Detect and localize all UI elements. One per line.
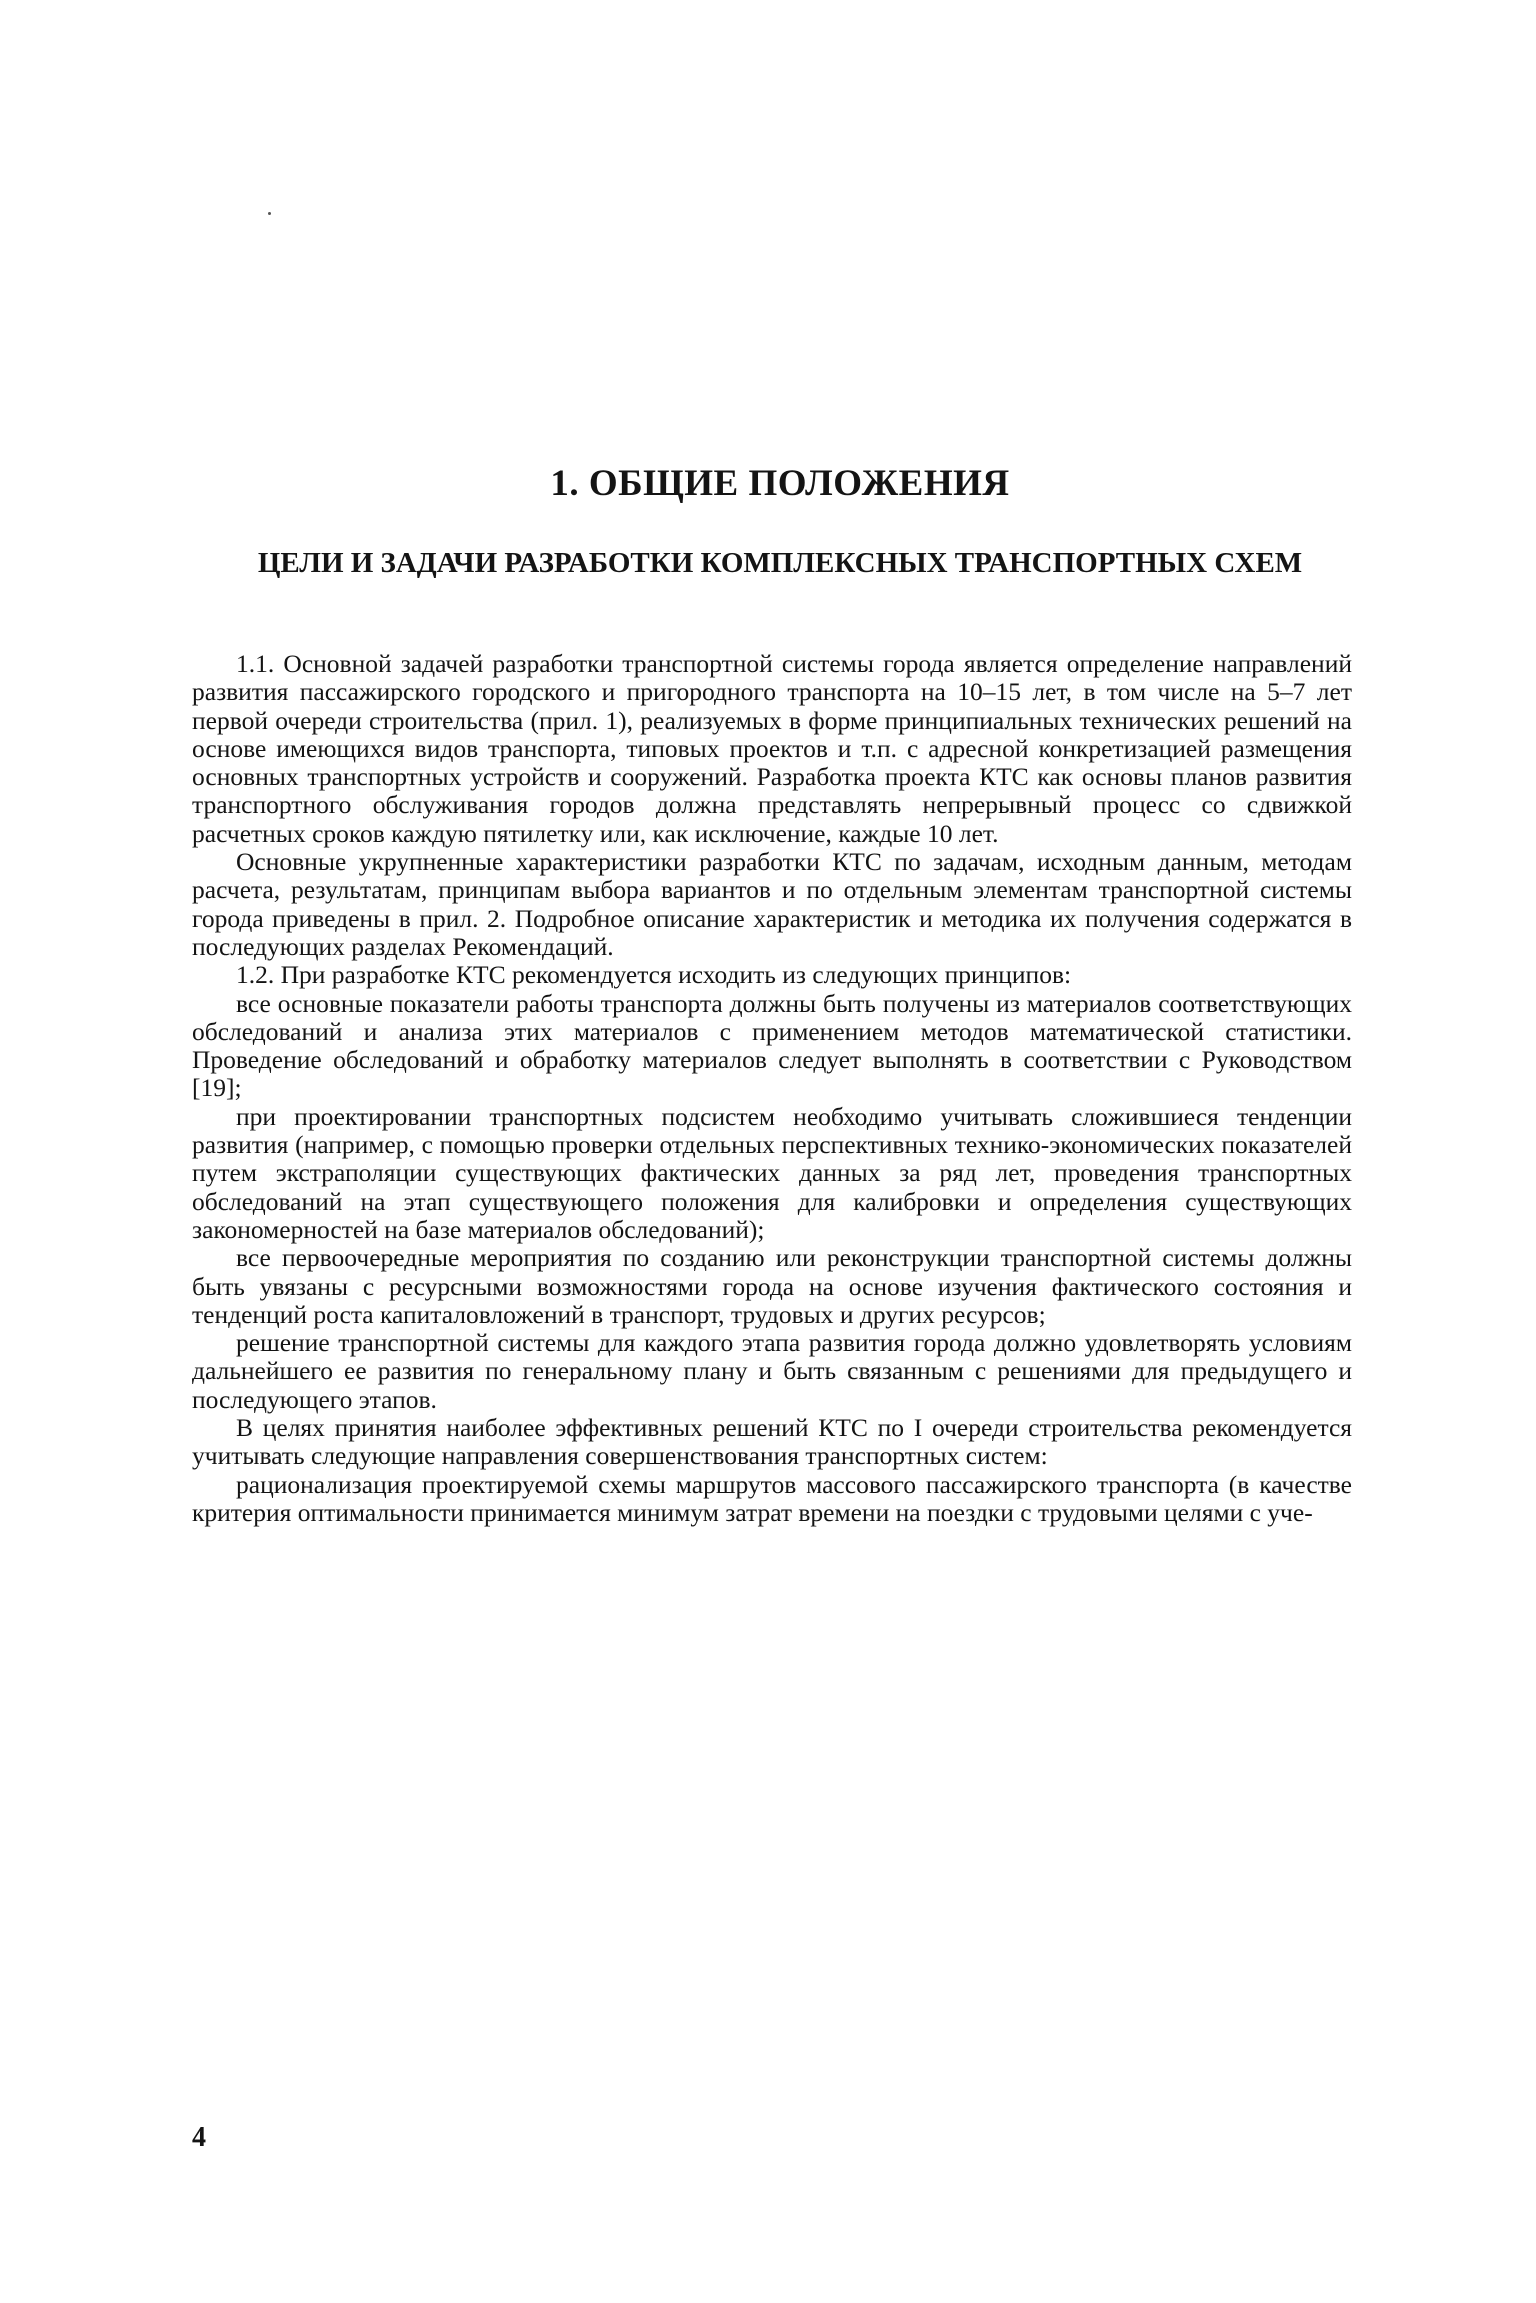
principle-item-4: решение транспортной системы для каждого этапа развития города должно удовлетворять условиям дальнейшего ее развития по генеральному плану и быть связанным с решениями для предыдущего и последующего этапов.	[192, 1328, 1352, 1414]
principle-item-2: при проектировании транспортных подсистем необходимо учитывать сложившиеся тенденции развития (например, с помощью проверки отдельных перспективных технико-экономических показателей путем экстраполяции существующих фактических данных за ряд лет, проведения транспортных обследований на этап существующего положения для калибровки и определения существующих закономерностей на базе материалов обследований);	[192, 1101, 1352, 1244]
section-title: ЦЕЛИ И ЗАДАЧИ РАЗРАБОТКИ КОМПЛЕКСНЫХ ТРАНСПОРТНЫХ СХЕМ	[257, 547, 1303, 579]
principle-item-1: все основные показатели работы транспорта должны быть получены из материалов соответствующих обследований и анализа этих материалов с применением методов математической статистики. Проведение обследований и обработку материалов следует выполнять в соответствии с Руководством [19];	[192, 988, 1352, 1103]
body-text	[192, 650, 1352, 1527]
direction-item-1: рационализация проектируемой схемы маршрутов массового пассажирского транспорта (в качестве критерия оптимальности принимается минимум затрат времени на поездки с трудовыми целями с уче-	[192, 1469, 1352, 1527]
paragraph-kts-characteristics: Основные укрупненные характеристики разработки КТС по задачам, исходным данным, методам расчета, результатам, принципам выбора вариантов и по отдельным элементам транспортной системы города приведены в прил. 2. Подробное описание характеристик и методика их получения содержатся в последующих разделах Рекомендаций.	[192, 847, 1352, 961]
paragraph-first-stage: В целях принятия наиболее эффективных решений КТС по I очереди строительства рекомендуется учитывать следующие направления совершенствования транспортных систем:	[192, 1413, 1352, 1471]
page-number: 4	[192, 2122, 206, 2153]
principle-item-3: все первоочередные мероприятия по созданию или реконструкции транспортной системы должны быть увязаны с ресурсными возможностями города на основе изучения фактического состояния и тенденций роста капиталовложений в транспорт, трудовых и других ресурсов;	[192, 1243, 1352, 1329]
chapter-title: 1. ОБЩИЕ ПОЛОЖЕНИЯ	[550, 463, 1010, 504]
paragraph-1-2: 1.2. При разработке КТС рекомендуется исходить из следующих принципов:	[236, 960, 1072, 990]
paragraph-1-1: 1.1. Основной задачей разработки транспортной системы города является определение направлений развития пассажирского городского и пригородного транспорта на 10–15 лет, в том числе на 5–7 лет первой очереди строительства (прил. 1), реализуемых в форме принципиальных технических решений на основе имеющихся видов транспорта, типовых проектов и т.п. с адресной конкретизацией размещения основных транспортных устройств и сооружений. Разработка проекта КТС как основы планов развития транспортного обслуживания городов должна представлять непрерывный процесс со сдвижкой расчетных сроков каждую пятилетку или, как исключение, каждые 10 лет.	[192, 649, 1352, 848]
scan-speck	[268, 212, 271, 215]
